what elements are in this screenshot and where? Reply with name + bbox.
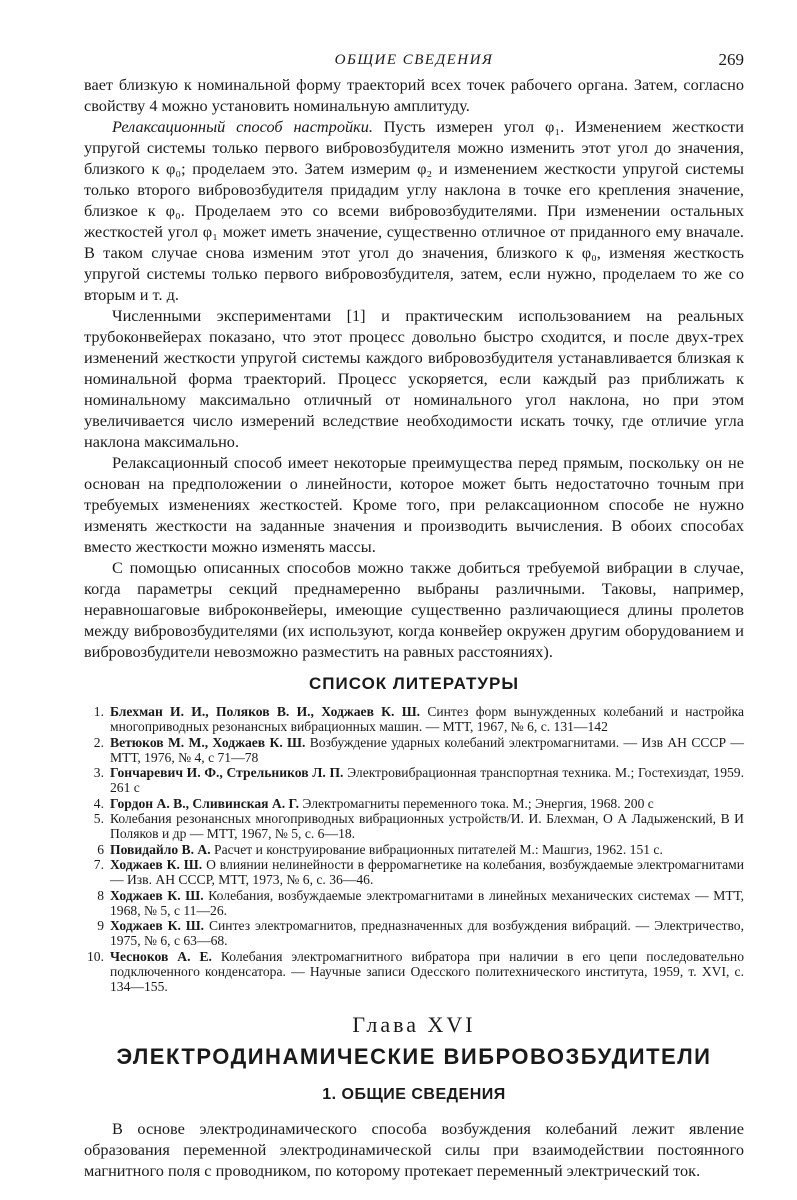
paragraph-text: Релаксационный способ имеет некоторые преимущества перед прямым, поскольку он не основан на предположении о линейности, которое может быть недостаточно точным при требуемых изменениях жесткостей. Кроме того, при релаксационном способе не нужно изменять жесткости на заданные значения и производить вычисления. В обоих способах вместо жесткости можно изменять массы.	[84, 453, 744, 556]
paragraph-advantages	[84, 452, 744, 557]
reference-item	[84, 765, 744, 795]
reference-item	[84, 811, 744, 841]
chapter-label: Глава XVI	[352, 1011, 476, 1037]
reference-text: Синтез форм вынужденных колебаний и настройка многоприводных резонансных вибрационных машин. — МТТ, 1967, № 6, с. 131—142	[110, 704, 744, 734]
reference-authors: Повидайло В. А.	[110, 841, 211, 857]
reference-item	[84, 918, 744, 948]
reference-number: 2.	[93, 734, 104, 750]
reference-authors: Ходжаев К. Ш.	[110, 887, 204, 903]
running-title: ОБЩИЕ СВЕДЕНИЯ	[334, 52, 494, 68]
reference-authors: Ходжаев К. Ш.	[110, 918, 205, 933]
reference-authors: Блехман И. И., Поляков В. И., Ходжаев К. Ш.	[110, 704, 421, 719]
reference-item	[84, 704, 744, 734]
section-heading: 1. ОБЩИЕ СВЕДЕНИЯ	[322, 1085, 506, 1103]
reference-text: Колебания электромагнитного вибратора при наличии в его цепи последовательно подключенного конденсатора. — Научные записи Одесского политехнического института, 1959, т. XVI, с. 134—155.	[110, 948, 744, 994]
reference-number: 6	[97, 841, 104, 857]
reference-authors: Чесноков А. Е.	[110, 948, 212, 964]
reference-item	[84, 888, 744, 918]
paragraph-relaxation-method	[84, 116, 744, 305]
reference-text: Колебания, возбуждаемые электромагнитами в линейных механических системах — МТТ, 1968, № 5, с 11—26.	[110, 887, 744, 918]
body-text	[84, 74, 744, 662]
reference-item	[84, 857, 744, 887]
paragraph-text: вает близкую к номинальной форму траекторий всех точек рабочего органа. Затем, согласно свойству 4 можно установить номинальную амплитуду.	[84, 75, 744, 115]
reference-authors: Ходжаев К. Ш.	[110, 857, 203, 872]
reference-text: Синтез электромагнитов, предназначенных для возбуждения вибраций. — Электричество, 1975, № 6, с 63—68.	[110, 918, 744, 948]
paragraph-intro	[84, 1118, 744, 1181]
paragraph-text: Пусть измерен угол φ₁. Изменением жесткости упругой системы только первого вибровозбудителя можно изменить этот угол до значения, близкого к φ₀; проделаем это. Затем измерим φ₂ и изменением жесткости упругой системы только второго вибровозбудителя придадим углу наклона в точке его крепления значение, близкое к φ₀. Проделаем это со всеми вибровозбудителями. При изменении остальных жесткостей угол φ₁ может иметь значение, существенно отличное от приданного ему вначале. В таком случае снова изменим этот угол до значения, близкого к φ₀, изменяя жесткость упругой системы только первого вибровозбудителя, затем, если нужно, проделаем то же со вторым и т. д.	[84, 117, 744, 304]
paragraph-text: С помощью описанных способов можно также добиться требуемой вибрации в случае, когда параметры секций преднамеренно выбраны различными. Таковы, например, неравношаговые виброконвейеры, имеющие существенно различающиеся длины пролетов между вибровозбудителями (их используют, когда конвейер окружен другим оборудованием и вибровозбудители невозможно разместить на равных расстояниях).	[84, 558, 744, 661]
reference-item	[84, 735, 744, 765]
reference-text: Колебания резонансных многоприводных вибрационных устройств/И. И. Блехман, О А Ладыженский, В И Поляков и др — МТТ, 1967, № 5, с. 6—18.	[110, 811, 744, 841]
references-heading: СПИСОК ЛИТЕРАТУРЫ	[309, 674, 519, 693]
paragraph-lead-in: Релаксационный способ настройки.	[112, 117, 373, 136]
reference-text: О влиянии нелинейности в ферромагнетике на колебания, возбуждаемые электромагнитами — Изв. АН СССР, МТТ, 1973, № 6, с. 36—46.	[110, 857, 744, 887]
page-number: 269	[718, 50, 744, 69]
reference-number: 7.	[93, 857, 104, 872]
reference-number: 3.	[93, 765, 104, 780]
paragraph-text: Численными экспериментами [1] и практическим использованием на реальных трубоконвейерах показано, что этот процесс довольно быстро сходится, и после двух-трех изменений жесткости упругой системы каждого вибровозбудителя устанавливается близкая к номинальной форма траекторий. Процесс ускоряется, если каждый раз приближать к номинальному максимально отличный от номинального угол наклона, но при этом увеличивается число измерений вследствие необходимости искать точку, где отличие угла наклона максимально.	[84, 306, 744, 451]
page	[84, 48, 744, 1181]
reference-text: Электровибрационная транспортная техника. М.; Гостехиздат, 1959. 261 с	[110, 765, 744, 795]
paragraph-numerical-experiments	[84, 305, 744, 452]
reference-number: 4.	[93, 795, 104, 811]
reference-text: Электромагниты переменного тока. М.; Энергия, 1968. 200 с	[299, 795, 654, 811]
reference-list	[84, 704, 744, 994]
chapter-intro	[84, 1118, 744, 1181]
reference-text: Расчет и конструирование вибрационных питателей М.: Машгиз, 1962. 151 с.	[210, 841, 663, 857]
reference-authors: Ветюков М. М., Ходжаев К. Ш.	[110, 734, 306, 750]
paragraph-continuation	[84, 74, 744, 116]
reference-item	[84, 842, 744, 857]
reference-authors: Гордон А. В., Сливинская А. Г.	[110, 795, 300, 811]
reference-text: Возбуждение ударных колебаний электромагнитами. — Изв АН СССР — МТТ, 1976, № 4, с 71—78	[110, 734, 744, 765]
reference-number: 1.	[93, 704, 104, 719]
reference-item	[84, 949, 744, 994]
paragraph-uneven-conveyors	[84, 557, 744, 662]
reference-number: 5.	[93, 811, 104, 826]
reference-number: 9	[97, 918, 104, 933]
reference-number: 10.	[87, 948, 104, 964]
paragraph-text: В основе электродинамического способа возбуждения колебаний лежит явление образования переменной электродинамической силы при взаимодействии постоянного магнитного поля с проводником, по которому протекает переменный электрический ток.	[84, 1118, 744, 1180]
chapter-title: ЭЛЕКТРОДИНАМИЧЕСКИЕ ВИБРОВОЗБУДИТЕЛИ	[116, 1043, 712, 1069]
reference-item	[84, 796, 744, 811]
running-head	[84, 48, 744, 74]
reference-number: 8	[97, 887, 104, 903]
reference-authors: Гончаревич И. Ф., Стрельников Л. П.	[110, 765, 344, 780]
